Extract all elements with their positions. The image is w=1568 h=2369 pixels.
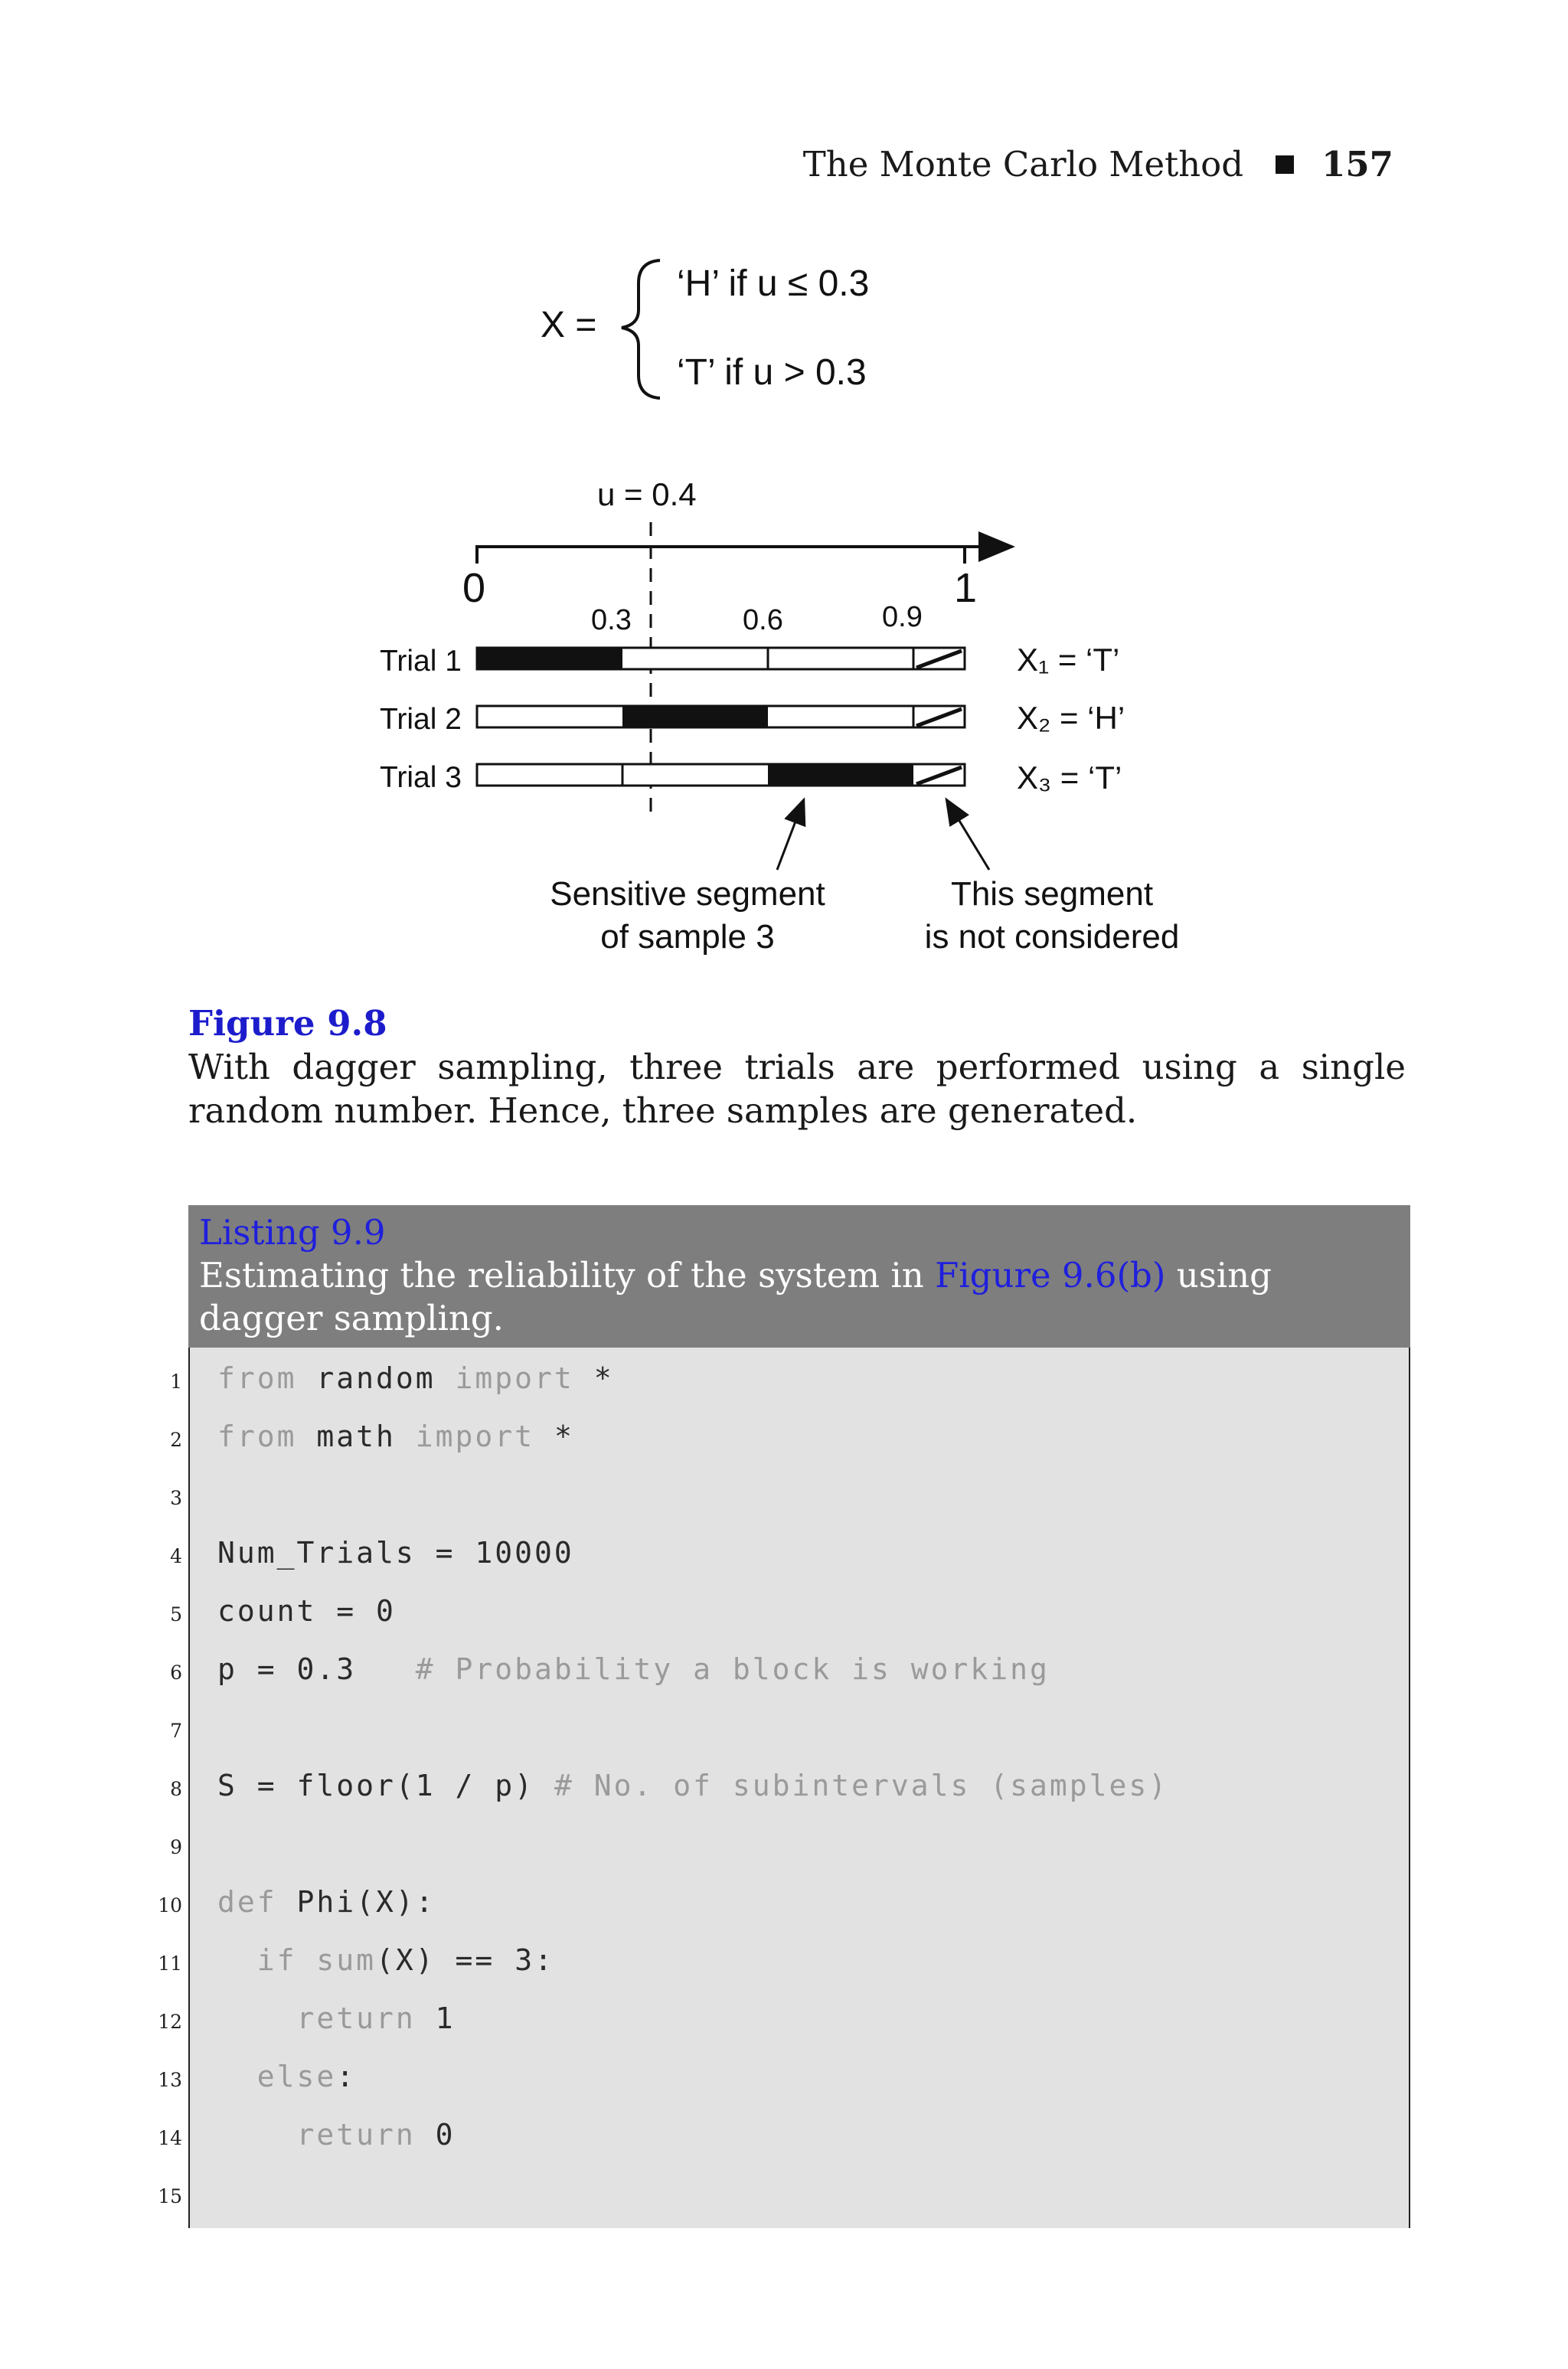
sensitive-segment-label-line1: Sensitive segment xyxy=(550,875,825,913)
code-token: Num_Trials = 10000 xyxy=(217,1536,574,1570)
listing-caption-start: Estimating the reliability of the system in xyxy=(199,1255,936,1296)
code-line xyxy=(170,1643,1409,1700)
code-line xyxy=(170,1585,1409,1642)
line-number: 6 xyxy=(170,1662,182,1684)
code-token: S = floor(1 / p) xyxy=(217,1769,554,1802)
line-number: 3 xyxy=(170,1487,182,1509)
figure-caption-text: With dagger sampling, three trials are performed using a single random number. Hence, three samples are generated. xyxy=(188,1047,1406,1131)
code-line xyxy=(158,1934,1409,1991)
trial-1-result: X₁ = ‘T’ xyxy=(1017,642,1120,678)
code-line xyxy=(170,1760,1409,1816)
figure-caption xyxy=(188,1002,1406,1132)
running-title: The Monte Carlo Method xyxy=(802,144,1244,185)
line-number: 1 xyxy=(170,1371,182,1393)
tick-label-0.6: 0.6 xyxy=(743,604,783,636)
code-text xyxy=(217,1420,574,1453)
code-keyword: from xyxy=(217,1420,297,1453)
code-text xyxy=(217,1769,1168,1802)
line-number: 11 xyxy=(158,1952,182,1975)
code-keyword: def xyxy=(217,1885,277,1919)
code-line xyxy=(170,1469,1409,1525)
not-considered-label-line1: This segment xyxy=(950,875,1154,913)
not-considered-label-line2: is not considered xyxy=(924,918,1180,956)
code-listing xyxy=(158,1205,1410,2228)
code-keyword: import xyxy=(455,1361,574,1395)
listing-caption-end: using dagger sampling. xyxy=(199,1255,1272,1338)
code-line xyxy=(170,1410,1409,1467)
code-comment: # Probability a block is working xyxy=(415,1652,1050,1686)
line-number: 13 xyxy=(158,2069,182,2091)
code-text xyxy=(217,1536,574,1570)
running-header xyxy=(803,144,1393,185)
code-text xyxy=(217,2001,456,2035)
code-token: : xyxy=(336,2060,357,2093)
code-token: math xyxy=(296,1420,416,1453)
code-keyword: from xyxy=(217,1361,297,1395)
trial-2-label: Trial 2 xyxy=(380,703,462,736)
line-number: 10 xyxy=(158,1894,182,1916)
code-keyword: if sum xyxy=(256,1943,377,1977)
code-text xyxy=(217,1652,1050,1686)
dagger-sampling-figure xyxy=(0,230,1568,980)
line-number: 8 xyxy=(170,1778,182,1800)
trial-2-sensitive-segment xyxy=(622,706,768,727)
listing-label: Listing 9.9 xyxy=(199,1212,386,1253)
trial-1-sensitive-segment xyxy=(477,648,622,669)
code-line xyxy=(170,1527,1409,1583)
axis-label-1: 1 xyxy=(954,565,978,611)
equation-case-t: ‘T’ if u > 0.3 xyxy=(677,352,867,393)
not-considered-arrow xyxy=(946,799,989,870)
u-label: u = 0.4 xyxy=(597,476,697,512)
code-text xyxy=(217,1885,436,1919)
code-text xyxy=(217,1943,554,1977)
sensitive-segment-label-line2: of sample 3 xyxy=(600,918,775,956)
code-token: 0 xyxy=(415,2118,456,2152)
code-token: p = 0.3 xyxy=(217,1652,416,1686)
listing-header xyxy=(188,1205,1410,1348)
code-comment: # No. of subintervals (samples) xyxy=(554,1769,1169,1802)
equation-case-h: ‘H’ if u ≤ 0.3 xyxy=(677,263,870,304)
code-line xyxy=(170,1352,1409,1409)
code-token: (X) == 3: xyxy=(376,1943,554,1977)
code-token xyxy=(217,2001,297,2035)
code-token xyxy=(217,2060,257,2093)
line-number: 2 xyxy=(170,1429,182,1451)
code-token: 1 xyxy=(415,2001,456,2035)
code-token: * xyxy=(573,1361,614,1395)
axis-label-0: 0 xyxy=(462,565,486,611)
line-number: 4 xyxy=(170,1545,182,1567)
code-token: Phi(X): xyxy=(276,1885,436,1919)
trial-3-result: X₃ = ‘T’ xyxy=(1017,760,1122,796)
line-number: 12 xyxy=(158,2011,182,2033)
code-line xyxy=(158,1992,1409,2049)
square-icon xyxy=(1276,155,1294,174)
code-keyword: return xyxy=(296,2001,416,2035)
code-line xyxy=(158,2050,1409,2107)
code-token: * xyxy=(534,1420,574,1453)
trial-1-label: Trial 1 xyxy=(380,645,462,678)
code-token xyxy=(217,2118,297,2152)
line-number: 15 xyxy=(158,2185,182,2207)
code-line xyxy=(158,1876,1409,1933)
code-text xyxy=(217,1594,396,1628)
code-text xyxy=(217,2118,456,2152)
line-number: 14 xyxy=(158,2127,182,2149)
sensitive-segment-arrow xyxy=(777,799,804,870)
trial-2-result: X₂ = ‘H’ xyxy=(1017,700,1125,736)
line-number: 5 xyxy=(170,1603,182,1626)
code-block xyxy=(158,1348,1410,2228)
code-token: count = 0 xyxy=(217,1594,396,1628)
tick-label-0.9: 0.9 xyxy=(882,601,923,633)
page-number: 157 xyxy=(1321,144,1393,185)
line-number: 7 xyxy=(170,1720,182,1742)
code-keyword: import xyxy=(415,1420,535,1453)
code-line xyxy=(170,1701,1409,1758)
figure-reference-link[interactable]: Figure 9.6(b) xyxy=(935,1255,1166,1296)
code-text xyxy=(217,2060,356,2093)
code-line xyxy=(158,2167,1409,2224)
code-token xyxy=(217,1943,257,1977)
code-keyword: else xyxy=(256,2060,337,2093)
tick-label-0.3: 0.3 xyxy=(591,604,632,636)
trial-3-label: Trial 3 xyxy=(380,761,462,794)
code-text xyxy=(217,1361,614,1395)
code-keyword: return xyxy=(296,2118,416,2152)
figure-label[interactable]: Figure 9.8 xyxy=(188,1003,387,1044)
code-token: random xyxy=(296,1361,456,1395)
trial-3-sensitive-segment xyxy=(768,764,913,786)
code-line xyxy=(158,2109,1409,2165)
code-line xyxy=(170,1818,1409,1874)
equation-brace xyxy=(622,260,660,398)
line-number: 9 xyxy=(170,1836,182,1858)
equation-lhs: X = xyxy=(541,305,597,345)
